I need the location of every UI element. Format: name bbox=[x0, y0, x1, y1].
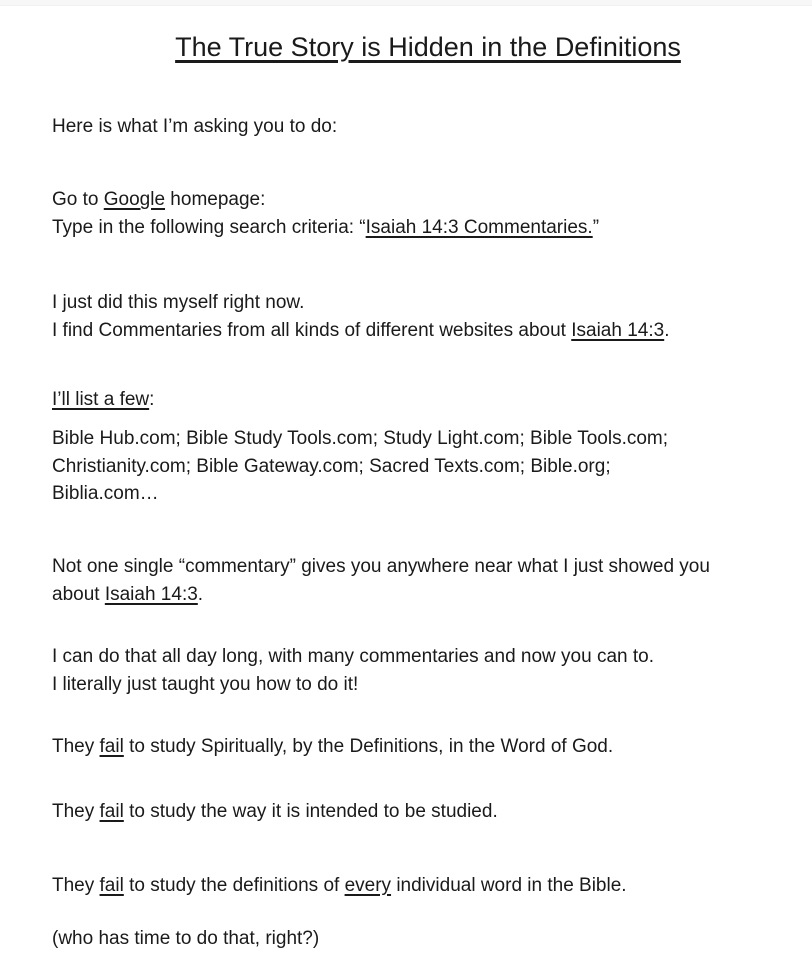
text-segment: individual word in the Bible. bbox=[391, 875, 627, 896]
underlined-text-segment: every bbox=[344, 875, 392, 896]
text-segment: . bbox=[197, 583, 204, 605]
text-line bbox=[52, 643, 792, 671]
text-line bbox=[52, 186, 792, 214]
paragraph-fail-spiritually bbox=[52, 733, 792, 761]
underlined-text-segment: fail bbox=[99, 736, 124, 757]
text-line bbox=[52, 425, 792, 453]
text-line bbox=[52, 317, 792, 345]
text-line bbox=[52, 581, 792, 609]
paragraph-websites-list bbox=[52, 425, 792, 508]
document-title-text: The True Story is Hidden in the Definitions bbox=[175, 32, 681, 62]
underlined-text-segment: fail bbox=[99, 801, 124, 822]
text-line bbox=[52, 553, 792, 581]
text-segment: about bbox=[52, 583, 105, 605]
text-line bbox=[52, 113, 792, 141]
paragraph-did-this bbox=[52, 289, 792, 344]
text-segment: . bbox=[664, 319, 670, 341]
text-line bbox=[52, 289, 792, 317]
paragraph-intro bbox=[52, 113, 792, 141]
text-segment: Go to bbox=[52, 189, 104, 210]
paragraph-google-instructions bbox=[52, 186, 792, 241]
text-line bbox=[52, 798, 792, 826]
paragraph-who-has-time bbox=[52, 925, 792, 953]
text-segment: (who has time to do that, right?) bbox=[52, 928, 320, 949]
text-segment: homepage: bbox=[165, 189, 266, 210]
text-line bbox=[52, 386, 792, 414]
text-segment: I can do that all day long, with many commentaries and now you can to. bbox=[52, 646, 654, 667]
text-segment: to study the definitions of bbox=[123, 875, 345, 896]
page-top-edge bbox=[0, 0, 812, 6]
text-segment: to study the way it is intended to be studied. bbox=[123, 801, 498, 822]
text-segment: I literally just taught you how to do it! bbox=[52, 673, 359, 695]
text-line bbox=[52, 925, 792, 953]
text-segment: Biblia.com… bbox=[52, 483, 159, 504]
text-segment: Type in the following search criteria: “ bbox=[52, 216, 366, 238]
text-segment: to study Spiritually, by the Definitions, in the Word of God. bbox=[123, 736, 614, 757]
paragraph-fail-definitions bbox=[52, 872, 792, 900]
text-segment: I just did this myself right now. bbox=[52, 292, 305, 313]
text-segment: Bible Hub.com; Bible Study Tools.com; Study Light.com; Bible Tools.com; bbox=[52, 428, 669, 449]
underlined-text-segment: fail bbox=[99, 875, 124, 896]
text-segment: ” bbox=[592, 216, 600, 238]
paragraph-not-one-single bbox=[52, 553, 792, 608]
text-line bbox=[52, 671, 792, 699]
underlined-text-segment: Isaiah 14:3 Commentaries. bbox=[365, 216, 593, 238]
text-segment: : bbox=[149, 389, 155, 410]
text-line bbox=[52, 453, 792, 481]
text-segment: They bbox=[52, 736, 100, 757]
text-line bbox=[52, 480, 792, 508]
paragraph-list-intro bbox=[52, 386, 792, 414]
underlined-text-segment: Isaiah 14:3 bbox=[104, 583, 198, 605]
text-segment: They bbox=[52, 875, 100, 896]
text-segment: Here is what I’m asking you to do: bbox=[52, 116, 338, 137]
text-segment: I find Commentaries from all kinds of different websites about bbox=[52, 319, 572, 341]
text-line bbox=[52, 214, 792, 242]
text-line bbox=[52, 733, 792, 761]
text-segment: Christianity.com; Bible Gateway.com; Sacred Texts.com; Bible.org; bbox=[52, 455, 611, 477]
document-title bbox=[44, 31, 812, 64]
underlined-text-segment: Isaiah 14:3 bbox=[571, 319, 665, 341]
text-segment: Not one single “commentary” gives you anywhere near what I just showed you bbox=[52, 556, 710, 577]
underlined-text-segment: Google bbox=[103, 189, 166, 210]
paragraph-all-day bbox=[52, 643, 792, 698]
underlined-text-segment: I’ll list a few bbox=[52, 389, 150, 410]
text-segment: They bbox=[52, 801, 100, 822]
text-line bbox=[52, 872, 792, 900]
paragraph-fail-way bbox=[52, 798, 792, 826]
